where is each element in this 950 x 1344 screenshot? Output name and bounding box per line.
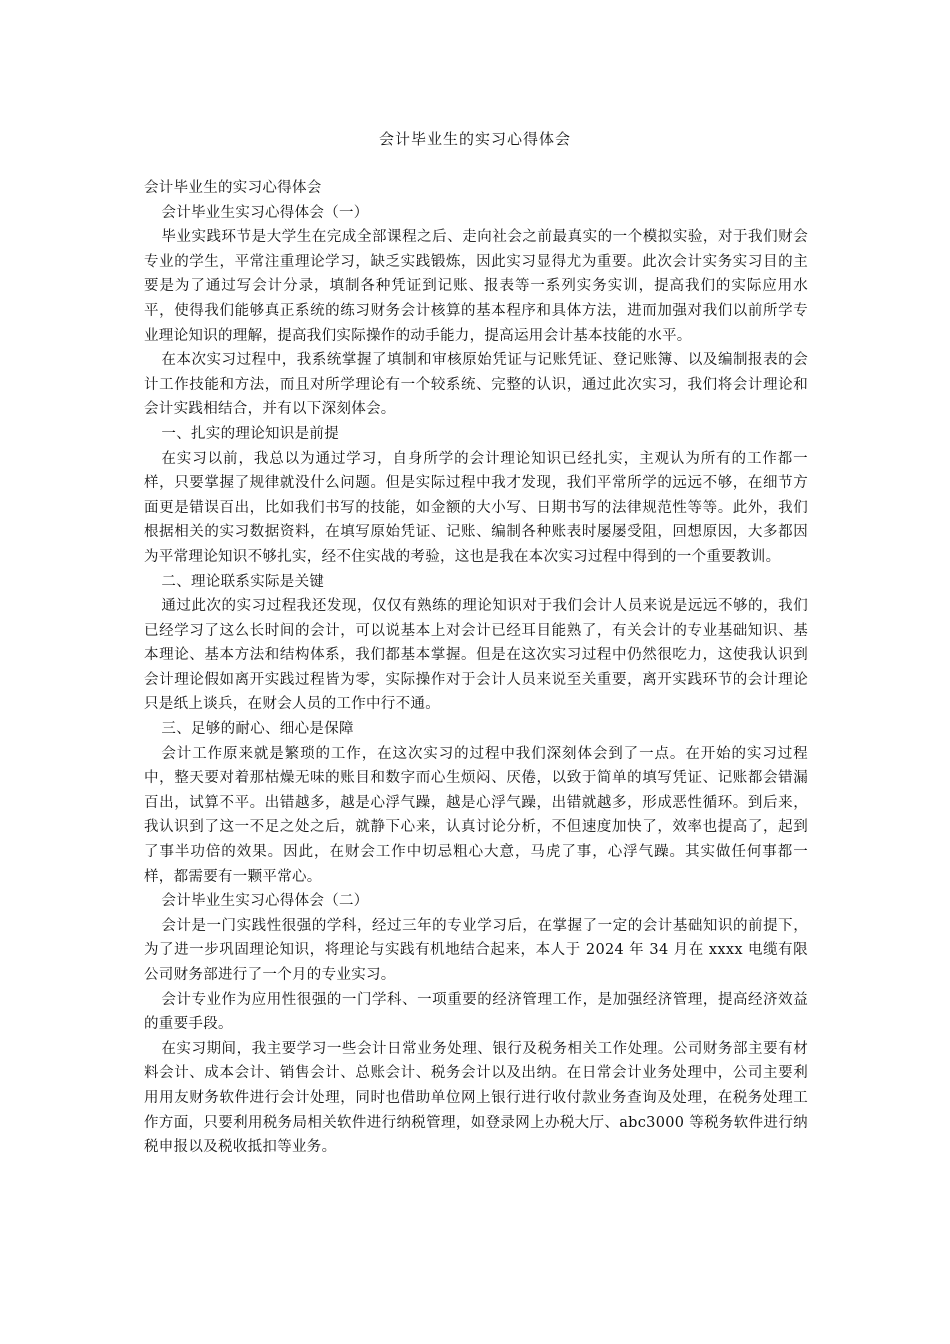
paragraph: 在实习以前，我总以为通过学习，自身所学的会计理论知识已经扎实，主观认为所有的工作都一样，只要掌握了规律就没什么问题。但是实际过程中我才发现，我们平常所学的远远不够，在细节方面更是错误百出，比如我们书写的技能，如金额的大小写、日期书写的法律规范性等等。此外，我们根据相关的实习数据资料，在填写原始凭证、记账、编制各种账表时屡屡受阻，回想原因，大多都因为平常理论知识不够扎实，经不住实战的考验，这也是我在本次实习过程中得到的一个重要教训。 (144, 450, 808, 565)
document-body (144, 176, 808, 1160)
section-heading: 三、足够的耐心、细心是保障 (161, 721, 354, 738)
paragraph: 会计工作原来就是繁琐的工作，在这次实习的过程中我们深刻体会到了一点。在开始的实习过程中，整天要对着那枯燥无味的账目和数字而心生烦闷、厌倦，以致于简单的填写凭证、记账都会错漏百出，试算不平。出错越多，越是心浮气躁，越是心浮气躁，出错就越多，形成恶性循环。到后来，我认识到了这一不足之处之后，就静下心来，认真讨论分析，不但速度加快了，效率也提高了，起到了事半功倍的效果。因此，在财会工作中切忌粗心大意，马虎了事，心浮气躁。其实做任何事都一样，都需要有一颗平常心。 (144, 745, 808, 885)
paragraph: 毕业实践环节是大学生在完成全部课程之后、走向社会之前最真实的一个模拟实验，对于我们财会专业的学生，平常注重理论学习，缺乏实践锻炼，因此实习显得尤为重要。此次会计实务实习目的主要是为了通过写会计分录，填制各种凭证到记账、报表等一系列实务实训，提高我们的实际应用水平，使得我们能够真正系统的练习财务会计核算的基本程序和具体方法，进而加强对我们以前所学专业理论知识的理解，提高我们实际操作的动手能力，提高运用会计基本技能的水平。 (144, 229, 808, 344)
paragraph: 会计专业作为应用性很强的一门学科、一项重要的经济管理工作，是加强经济管理，提高经济效益的重要手段。 (144, 991, 808, 1033)
section-heading: 会计毕业生实习心得体会（二） (161, 893, 369, 910)
section-heading: 二、理论联系实际是关键 (161, 573, 325, 590)
paragraph: 在实习期间，我主要学习一些会计日常业务处理、银行及税务相关工作处理。公司财务部主要有材料会计、成本会计、销售会计、总账会计、税务会计以及出纳。在日常会计业务处理中，公司主要利用用友财务软件进行会计处理，同时也借助单位网上银行进行收付款业务查询及处理，在税务处理工作方面，只要利用税务局相关软件进行纳税管理，如登录网上办税大厅、abc3000 等税务软件进行纳税申报以及税收抵扣等业务。 (144, 1040, 808, 1156)
document-title: 会计毕业生的实习心得体会 (378, 130, 571, 148)
paragraph: 在本次实习过程中，我系统掌握了填制和审核原始凭证与记账凭证、登记账簿、以及编制报表的会计工作技能和方法，而且对所学理论有一个较系统、完整的认识，通过此次实习，我们将会计理论和会计实践相结合，并有以下深刻体会。 (144, 352, 808, 418)
section-heading: 一、扎实的理论知识是前提 (161, 425, 339, 442)
paragraph: 会计是一门实践性很强的学科，经过三年的专业学习后，在掌握了一定的会计基础知识的前提下，为了进一步巩固理论知识，将理论与实践有机地结合起来，本人于 2024 年 34 月在 xxxx 电缆有限公司财务部进行了一个月的专业实习。 (144, 917, 808, 983)
section-heading: 会计毕业生实习心得体会（一） (161, 204, 369, 221)
paragraph: 会计毕业生的实习心得体会 (144, 180, 322, 196)
paragraph: 通过此次的实习过程我还发现，仅仅有熟练的理论知识对于我们会计人员来说是远远不够的，我们已经学习了这么长时间的会计，可以说基本上对会计已经耳目能熟了，有关会计的专业基础知识、基本理论、基本方法和结构体系，我们都基本掌握。但是在这次实习过程中仍然很吃力，这使我认识到会计理论假如离开实践过程皆为零，实际操作对于会计人员来说至关重要，离开实践环节的会计理论只是纸上谈兵，在财会人员的工作中行不通。 (144, 598, 808, 713)
